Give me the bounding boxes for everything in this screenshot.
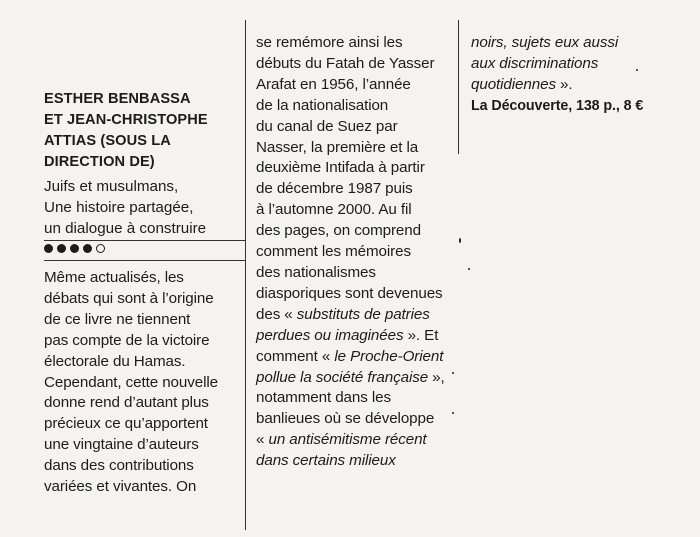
text-line [256,368,445,389]
title-line: Juifs et musulmans, [44,178,179,195]
text-line [256,347,445,368]
quote-fragment: substituts de patries [296,305,430,323]
text-fragment: « [256,431,269,449]
text-line: débuts du Fatah de Yasser [256,54,435,72]
review-column-2 [256,33,445,472]
scan-speck [468,268,470,270]
text-line: diasporiques sont devenues [256,284,443,302]
text-line: des pages, on comprend [256,222,421,240]
text-line: une vingtaine d’auteurs [44,436,199,454]
text-line: dans des contributions [44,457,194,475]
text-line: pas compte de la victoire [44,331,210,349]
text-line: précieux ce qu’apportent [44,415,208,433]
title-line: un dialogue à construire [44,220,207,237]
text-line: notamment dans les [256,389,391,407]
text-line: banlieues où se développe [256,410,435,428]
quote-fragment: quotidiennes [471,75,556,93]
text-fragment: comment « [256,347,335,365]
text-line: variées et vivantes. On [44,478,197,496]
text-line: comment les mémoires [256,243,411,261]
text-fragment: des « [256,305,297,323]
text-line: à l’automne 2000. Au fil [256,201,412,219]
text-line: se remémore ainsi les [256,34,403,51]
book-title [44,176,206,239]
rating-dots [44,244,105,253]
author-line: DIRECTION DE) [44,154,155,170]
review-column-3 [471,33,643,117]
text-line: noirs, sujets eux aussi [471,34,619,51]
quote-fragment: perdues ou imaginées [256,326,404,344]
text-line [256,430,445,451]
quote-fragment: un antisémitisme récent [268,431,427,449]
rating-dot-filled [70,244,79,253]
scan-speck [452,412,454,414]
scan-speck [459,238,461,243]
text-fragment: ». Et [403,326,439,344]
text-line: dans certains milieux [256,452,396,470]
rating-dot-filled [83,244,92,253]
text-line: électorale du Hamas. [44,352,186,370]
text-line: des nationalismes [256,263,376,281]
rating-dot-empty [96,244,105,253]
text-line: de ce livre ne tiennent [44,310,191,328]
title-line: Une histoire partagée, [44,199,194,216]
author-line: ATTIAS (SOUS LA [44,133,171,149]
quote-fragment: pollue la société française [256,368,429,386]
text-line: débats qui sont à l’origine [44,289,214,307]
text-fragment: ». [555,75,573,93]
text-line: Cependant, cette nouvelle [44,373,218,391]
rating-dot-filled [44,244,53,253]
text-line: de la nationalisation [256,96,389,114]
text-line: Arafat en 1956, l’année [256,75,411,93]
text-line: deuxième Intifada à partir [256,159,425,177]
rating-rule-top [44,240,245,241]
publisher-info: La Découverte, 138 p., 8 € [471,97,644,114]
text-fragment: », [428,368,445,386]
author-line: ET JEAN-CHRISTOPHE [44,112,208,128]
rating-dot-filled [57,244,66,253]
text-line: du canal de Suez par [256,117,398,135]
review-column-1 [44,268,218,498]
author-line: ESTHER BENBASSA [44,91,191,107]
scan-speck [452,372,454,374]
quote-fragment: le Proche-Orient [334,347,444,365]
text-line: donne rend d’autant plus [44,394,209,412]
column-divider-right [458,20,459,154]
text-line [256,305,445,326]
text-line: aux discriminations [471,54,599,72]
text-line: de décembre 1987 puis [256,180,413,198]
text-line [256,326,445,347]
column-divider-left [245,20,246,530]
scan-speck [636,69,638,71]
rating-rule-bottom [44,260,245,261]
text-line: Même actualisés, les [44,269,184,286]
text-line [471,75,643,96]
text-line: Nasser, la première et la [256,138,419,156]
book-author [44,89,208,173]
